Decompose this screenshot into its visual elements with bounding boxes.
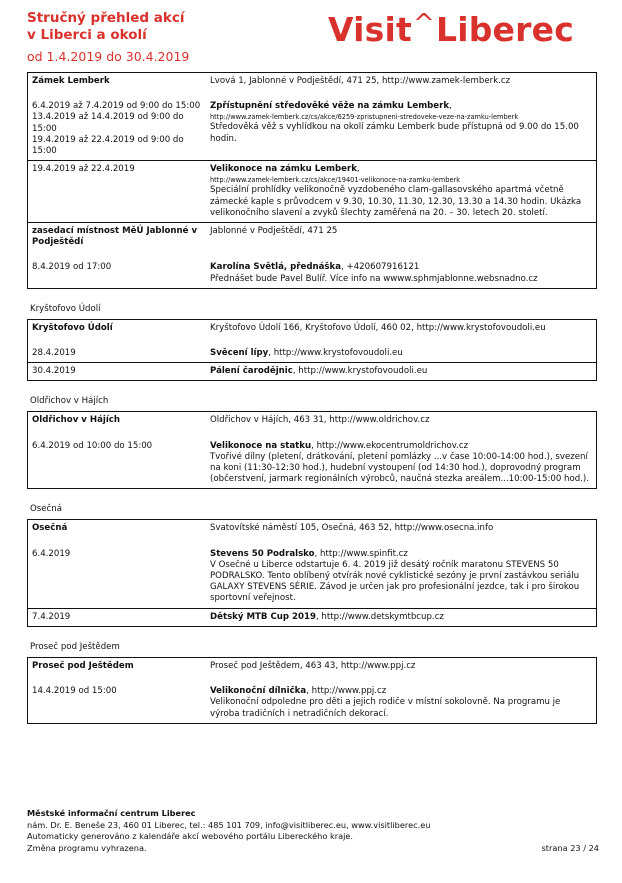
event-dates: [28, 337, 206, 362]
event-date: 6.4.2019: [32, 548, 71, 559]
venue-block: [27, 411, 597, 489]
event-body: [210, 262, 592, 284]
event-dates: [28, 90, 206, 160]
event-row: [28, 160, 596, 222]
event-title: Pálení čarodějnic: [210, 366, 293, 377]
event-body: [210, 549, 592, 605]
event-description: Speciální prohlídky velikonočně vyzdobeného clam-gallasovského apartmá včetně zámecké kaple s průvodcem v 9.30, 10.30, 11.30, 12.30, 13.30 a 14.30 hodin. Ukázka velikonočního slavení a zvyků šlechty zaměřená na 20. – 30. letech 20. století.: [210, 185, 582, 218]
event-details: [206, 90, 596, 160]
event-row: [28, 430, 596, 489]
page-number: strana 23 / 24: [541, 842, 599, 853]
region-label: Osečná: [30, 504, 62, 515]
event-date: 13.4.2019 až 14.4.2019 od 9:00 do 15:00: [32, 112, 184, 134]
date-range: od 1.4.2019 do 30.4.2019: [27, 49, 190, 64]
region-label: Oldřichov v Hájích: [30, 396, 109, 407]
footer-address: nám. Dr. E. Beneše 23, 460 01 Liberec, tel.: 485 101 709, info@visitliberec.eu, www.visitliberec.eu: [27, 819, 431, 830]
event-details: [206, 675, 596, 723]
event-body: [210, 348, 592, 359]
event-title: Stevens 50 Podralsko: [210, 548, 315, 559]
event-date: 30.4.2019: [32, 366, 76, 377]
event-body: [210, 101, 592, 145]
event-body: [210, 441, 592, 486]
logo-visit: Visit: [328, 10, 412, 49]
event-url: http://www.zamek-lemberk.cz/cs/akce/19401-velikonoce-na-zamku-lemberk: [210, 176, 461, 185]
venue-address: Kryštofovo Údolí 166, Kryštofovo Údolí, 460 02, http://www.krystofovoudoli.eu: [210, 322, 546, 333]
venue-header-row: [28, 73, 596, 90]
footer-note-changes: Změna programu vyhrazena.: [27, 842, 147, 853]
event-description: Přednášet bude Pavel Bulíř. Více info na wwww.sphmjablonne.websnadno.cz: [210, 273, 538, 284]
event-date: 14.4.2019 od 15:00: [32, 686, 117, 697]
event-title-line: [210, 101, 592, 112]
event-contact: , http://www.krystofovoudoli.eu: [292, 366, 428, 377]
venue-header-row: [28, 658, 596, 675]
report-title-line2: v Liberci a okolí: [27, 27, 147, 43]
event-details: [206, 609, 596, 626]
event-description: Velikonoční odpoledne pro děti a jejich rodiče v místní sokolovně. Na programu je výroba tradičních i netradičních dekorací.: [210, 697, 561, 719]
event-date: 28.4.2019: [32, 348, 76, 359]
event-title: Velikonoce na statku: [210, 440, 312, 451]
footer-organization: Městské informační centrum Liberec: [27, 808, 196, 818]
event-row: [28, 538, 596, 608]
venue-header-row: [28, 320, 596, 337]
venue-name: Osečná: [32, 523, 68, 534]
venue-address: Proseč pod Ještědem, 463 43, http://www.ppj.cz: [210, 660, 416, 671]
event-body: [210, 612, 592, 623]
event-row: [28, 675, 596, 723]
event-dates: [28, 430, 206, 489]
logo-caret: ^: [413, 9, 435, 39]
event-contact: , +420607916121: [341, 262, 420, 273]
event-date: 19.4.2019 až 22.4.2019 od 9:00 do 15:00: [32, 134, 184, 157]
event-dates: [28, 161, 206, 222]
event-url: http://www.zamek-lemberk.cz/cs/akce/6259-zpristupneni-stredoveke-veze-na-zamku-lemberk: [210, 113, 519, 122]
footer: [27, 808, 599, 854]
event-contact: , http://www.krystofovoudoli.eu: [268, 348, 403, 359]
event-details: [206, 251, 596, 287]
event-date: 6.4.2019 od 10:00 do 15:00: [32, 440, 153, 451]
event-title-line: [210, 348, 592, 359]
event-details: [206, 430, 596, 489]
event-contact: , http://www.spinfit.cz: [314, 548, 408, 559]
venue-name: Proseč pod Ještědem: [32, 660, 134, 671]
event-details: [206, 161, 596, 222]
event-title: Dětský MTB Cup 2019: [210, 611, 316, 622]
event-date: 6.4.2019 až 7.4.2019 od 9:00 do 15:00: [32, 101, 201, 112]
event-description: Tvořivé dílny (pletení, drátkování, pletení pomlázky ...v čase 10:00-14:00 hod.), svezení na koni (11:30-12:30 hod.), hudební vystoupení (od 14:30 hod.), doprovodný program (občerstvení, jarmark regionálních výrobců, naučná stezka areálem...10:00-15:00 hod.).: [210, 451, 590, 485]
event-title-line: [210, 441, 592, 452]
venue-address: Lvová 1, Jablonné v Podještědí, 471 25, http://www.zamek-lemberk.cz: [210, 76, 511, 86]
venue-header-row: [28, 520, 596, 537]
event-contact: ,: [356, 164, 360, 175]
venue-address: Jablonné v Podještědí, 471 25: [210, 226, 338, 237]
event-listing: [27, 72, 597, 724]
event-dates: [28, 609, 206, 626]
footer-note-generated: Automaticky generováno z kalendáře akcí webového portálu Libereckého kraje.: [27, 831, 354, 842]
venue-address: Oldřichov v Hájích, 463 31, http://www.oldrichov.cz: [210, 415, 430, 426]
venue-header-row: [28, 223, 596, 251]
event-row: [28, 362, 596, 380]
venue-block: [27, 223, 597, 289]
event-title-line: [210, 262, 592, 273]
event-title: Velikonoce na zámku Lemberk: [210, 164, 357, 175]
venue-block: [27, 657, 597, 724]
event-title-line: [210, 549, 592, 560]
event-title: Zpřístupnění středověké věže na zámku Lemberk: [210, 101, 450, 112]
event-details: [206, 363, 596, 380]
venue-address: Svatovítské náměstí 105, Osečná, 463 52, http://www.osecna.info: [210, 523, 494, 534]
event-body: [210, 686, 592, 720]
venue-block: [27, 72, 597, 223]
event-title-line: [210, 164, 592, 175]
venue-name: zasedací místnost MěÚ Jablonné v Podještědí: [32, 226, 198, 248]
event-contact: ,: [449, 101, 452, 112]
event-contact: , http://www.ekocentrumoldrichov.cz: [311, 440, 469, 451]
event-description: V Osečné u Liberce odstartuje 6. 4. 2019 již desátý ročník maratonu STEVENS 50 PODRALSKO. Tento oblíbený otvírák nové cyklistické sezóny je první zastávkou seriálu GALAXY STEVENS SÉRIE. Závod je určen jak pro profesionální jezdce, tak i pro širokou sportovní veřejnost.: [210, 559, 580, 604]
event-date: 19.4.2019 až 22.4.2019: [32, 164, 135, 175]
event-row: [28, 90, 596, 160]
event-title-line: [210, 612, 592, 623]
event-title-line: [210, 686, 592, 697]
event-description: Středověká věž s vyhlídkou na okolí zámku Lemberk bude přístupná od 9.00 do 15.00 hodin.: [210, 122, 579, 144]
report-title: [27, 10, 185, 44]
event-dates: [28, 538, 206, 608]
venue-name: Kryštofovo Údolí: [32, 322, 113, 333]
venue-name: Oldřichov v Hájích: [32, 415, 120, 426]
event-date: 8.4.2019 od 17:00: [32, 262, 112, 273]
venue-block: [27, 319, 597, 382]
report-title-line1: Stručný přehled akcí: [27, 10, 185, 26]
event-dates: [28, 251, 206, 287]
event-dates: [28, 363, 206, 380]
visit-liberec-logo: [328, 10, 574, 53]
venue-header-row: [28, 412, 596, 429]
event-title: Karolína Světlá, přednáška: [210, 262, 342, 273]
event-body: [210, 366, 592, 377]
event-row: [28, 337, 596, 362]
event-title-line: [210, 366, 592, 377]
event-date: 7.4.2019: [32, 611, 71, 622]
event-contact: , http://www.detskymtbcup.cz: [315, 611, 444, 622]
event-details: [206, 538, 596, 608]
event-dates: [28, 675, 206, 723]
event-details: [206, 337, 596, 362]
venue-name: Zámek Lemberk: [32, 76, 110, 86]
event-row: [28, 251, 596, 287]
venue-block: [27, 519, 597, 626]
region-label: Kryštofovo Údolí: [30, 303, 101, 314]
event-contact: , http://www.ppj.cz: [306, 686, 387, 697]
event-title: Svěcení lípy: [210, 348, 269, 359]
region-label: Proseč pod Ještědem: [30, 641, 120, 652]
event-body: [210, 164, 592, 219]
event-row: [28, 608, 596, 626]
event-title: Velikonoční dílnička: [210, 686, 307, 697]
logo-liberec: Liberec: [436, 10, 574, 49]
